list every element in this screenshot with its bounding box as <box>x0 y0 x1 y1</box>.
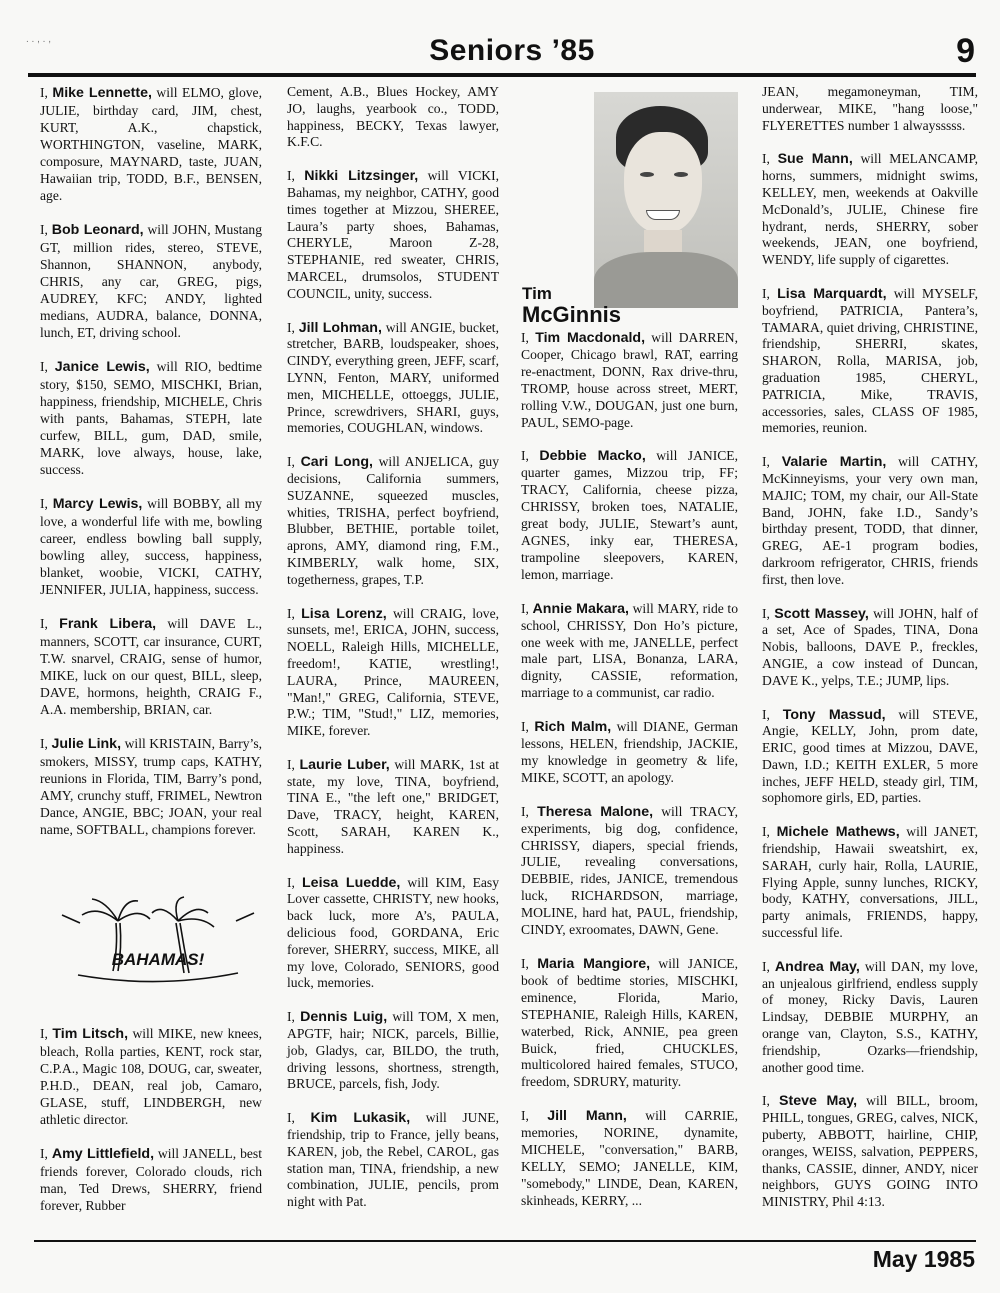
senior-entry: I, Cari Long, will ANJELICA, guy decisions, California summers, SUZANNE, squeezed muscles, whities, TRISHA, perfect boyfriend, Blubber, BETHIE, portable toilet, aprons, AMY, diamond ring, F.M., KIMBERLY, walk home, SIX, togetherness, grapes, T.P. <box>287 454 499 587</box>
photo-caption-last: McGinnis <box>522 302 622 327</box>
entry-text: will BILL, broom, PHILL, tongues, GREG, calves, NICK, puberty, ABBOTT, hairline, CHIP, oranges, WEISS, salvation, PEPPERS, thanks, CASSIE, dinner, ANDY, nicer neighbors, GUYS GOING INTO MINISTRY, Phil 4:13. <box>762 1093 978 1210</box>
senior-photo-block <box>522 88 738 327</box>
senior-name: Frank Libera, <box>59 616 157 632</box>
senior-entry: I, Laurie Luber, will MARK, 1st at state, my love, TINA, boyfriend, TINA E., "the left one," BRIDGET, Dave, TRACY, height, KAREN, Scott, SARAH, KAREN K., happiness. <box>287 756 499 856</box>
senior-entry: I, Jill Mann, will CARRIE, memories, NORINE, dynamite, MICHELE, "conversation," BARB, KELLY, SEMO; JANELLE, KIM, "somebody," LINDE, Dean, KAREN, skinheads, KERRY, ... <box>521 1108 738 1208</box>
entry-text: will MARY, ride to school, CHRISSY, Don Ho’s picture, one week with me, JANELLE, perfect male part, LISA, Bonanza, LARA, dignity, CASSIE, reformation, marriage to a communist, car radio. <box>521 600 738 701</box>
senior-entry: I, Theresa Malone, will TRACY, experiments, big dog, confidence, CHRISSY, diapers, special friends, JULIE, revealing conversations, DEBBIE, rides, JANICE, tremendous luck, RICHARDSON, marriage, MOLINE, hard hat, PAUL, friendship, CINDY, exroomates, DAWN, Gene. <box>521 803 738 938</box>
senior-name: Kim Lukasik, <box>310 1110 411 1127</box>
senior-name: Valarie Martin, <box>781 454 887 471</box>
senior-name: Mike Lennette, <box>52 85 152 101</box>
senior-name: Andrea May, <box>774 958 860 975</box>
senior-name: Debbie Macko, <box>539 448 646 465</box>
senior-name: Cari Long, <box>300 454 373 471</box>
senior-entry: I, Tim Macdonald, will DARREN, Cooper, Chicago brawl, RAT, earring re-enactment, DONN, Rax drive-thru, TROMP, house across street, MERT, rolling V.W., DOUGAN, just one burn, PAUL, SEMO-page. <box>521 330 738 430</box>
senior-name: Leisa Luedde, <box>302 874 401 891</box>
senior-entry: I, Dennis Luig, will TOM, X men, APGTF, hair; NICK, parcels, Billie, job, Gladys, car, BILDO, the truth, driving lessons, shortness, strength, BRUCE, parcels, fish, Jody. <box>287 1009 499 1092</box>
entry-text: will DIANE, German lessons, HELEN, friendship, JACKIE, my knowledge in geometry & life, MIKE, SCOTT, an apology. <box>521 719 738 785</box>
senior-name: Bob Leonard, <box>51 222 144 238</box>
senior-name: Tim Litsch, <box>52 1026 129 1042</box>
portrait-smile <box>646 210 680 220</box>
senior-entry: I, Tony Massud, will STEVE, Angie, KELLY, John, prom date, ERIC, good times at Mizzou, DAVE, Dawn, I.D.; KEITH EXLER, 5 more inches, JEFF HELD, steady girl, TIM, sophomore girls, ED, parties. <box>762 706 979 806</box>
senior-name: Jill Mann, <box>547 1108 627 1125</box>
senior-entry: I, Kim Lukasik, will JUNE, friendship, trip to France, jelly beans, KAREN, job, the Rebel, CAROL, gas station man, TINA, friendship, a new combination, JULIE, pencils, prom night with Pat. <box>287 1110 499 1210</box>
senior-entry: I, Annie Makara, will MARY, ride to school, CHRISSY, Don Ho’s picture, one week with me, JANELLE, perfect male part, LISA, Bonanza, LARA, dignity, CASSIE, reformation, marriage to a communist, car radio. <box>521 600 738 701</box>
senior-entry: I, Nikki Litzsinger, will VICKI, Bahamas, my neighbor, CATHY, good times together at Mizzou, SHEREE, Laura’s party shoes, Bahamas, CHERYLE, Maroon Z-28, STEPHANIE, red sweater, CHRIS, MARCEL, drumsolos, STUDENT COUNCIL, unity, success. <box>287 168 500 301</box>
entry-text: will ELMO, glove, JULIE, birthday card, JIM, chest, KURT, A.K., chapstick, WORTHINGTON, vaseline, MARK, composure, MAYNARD, taste, JUAN, Hawaiian trip, TODD, B.F., BENSEN, age. <box>40 85 262 203</box>
senior-name: Lisa Lorenz, <box>301 605 387 622</box>
senior-entry: I, Julie Link, will KRISTAIN, Barry’s, smokers, MISSY, trump caps, KATHY, reunions in Florida, TIM, Barry’s pond, AMY, crunchy stuff, FRIMEL, Newtron Dance, ANGIE, BBC; JOAN, your real name, SOFTBALL, champions forever. <box>40 736 263 837</box>
senior-entry: I, Lisa Marquardt, will MYSELF, boyfriend, PATRICIA, Pantera’s, TAMARA, quiet driving, CHRISTINE, friendship, SHERRI, skates, SHARON, Rolla, MARISA, job, graduation 1985, CHERYL, PATRICIA, Mike, TRAVIS, accessories, sales, CLASS OF 1985, memories, reunion. <box>762 285 978 436</box>
senior-name: Steve May, <box>779 1093 858 1110</box>
senior-portrait <box>594 92 738 308</box>
entry-text: will DAN, my love, an unjealous girlfriend, endless supply of money, Ricky Davis, Lauren Lindsay, DEBBIE MURPHY, an orange van, Clayton, S.S., KATHY, friendship, Ozarks—friendship, another good time. <box>762 958 978 1075</box>
entry-text: will KRISTAIN, Barry’s, smokers, MISSY, trump caps, KATHY, reunions in Florida, TIM, Barry’s pond, AMY, crunchy stuff, FRIMEL, Newtron Dance, ANGIE, BBC; JOAN, your real name, SOFTBALL, champions forever. <box>40 736 263 837</box>
senior-entry: I, Lisa Lorenz, will CRAIG, love, sunsets, me!, ERICA, JOHN, success, NOELL, Raleigh Hills, MICHELLE, freedom!, KATIE, wrestling!, LAURA, Prince, MAUREEN, "Man!," GREG, California, STEVE, P.W.; TIM, "Stud!," LIZ, memories, MIKE, forever. <box>287 605 500 739</box>
bahamas-palm-drawing <box>58 893 258 993</box>
entry-text: will JANICE, book of bedtime stories, MISCHKI, eminence, Florida, Mario, STEPHANIE, Raleigh Hills, KAREN, waterbed, Rick, ANNIE, pea green Buick, fried, CHUCKLES, multicolored haired females, STUCO, freedom, SDRURY, maturity. <box>521 956 739 1090</box>
entry-text: will TRACY, experiments, big dog, confidence, CHRISSY, diapers, special friends, JULIE, revealing conversations, DEBBIE, rides, JANICE, tremendous luck, RICHARDSON, marriage, MOLINE, hard hat, PAUL, friendship, CINDY, exroomates, DAWN, Gene. <box>521 803 738 938</box>
entry-text: will ANGIE, bucket, stretcher, BARB, loudspeaker, shoes, CINDY, everything green, JEFF, scarf, LYNN, Fenton, MARY, uniformed men, MICHELLE, ottoeggs, JULIE, Prince, screwdrivers, SHARI, guys, memories, COUGHLAN, windows. <box>287 319 499 436</box>
senior-name: Laurie Luber, <box>299 756 390 773</box>
senior-name: Julie Link, <box>51 736 122 752</box>
photo-caption-first: Tim <box>522 284 552 303</box>
senior-entry: I, Bob Leonard, will JOHN, Mustang GT, million rides, stereo, STEVE, Shannon, SHANNON, anybody, CHRIS, any car, GREG, pigs, AUDREY, KFC; ANDY, lighted medians, AUDRA, balance, DONNA, lunch, ET, driving school. <box>40 222 263 340</box>
senior-name: Nikki Litzsinger, <box>304 168 419 185</box>
senior-entry <box>762 84 978 134</box>
senior-name: Tim Macdonald, <box>535 330 646 346</box>
senior-entry: I, Mike Lennette, will ELMO, glove, JULIE, birthday card, JIM, chest, KURT, A.K., chapstick, WORTHINGTON, vaseline, MARK, composure, MAYNARD, taste, JUAN, Hawaiian trip, TODD, B.F., BENSEN, age. <box>40 85 262 203</box>
senior-name: Maria Mangiore, <box>537 956 651 972</box>
senior-entry: I, Tim Litsch, will MIKE, new knees, bleach, Rolla parties, KENT, rock star, C.P.A., Magic 108, DOUG, car, sweater, P.H.D., DEAN, real job, Camaro, GLASE, stuff, LINDBERGH, new athletic director. <box>40 1026 262 1127</box>
senior-name: Sue Mann, <box>777 151 853 168</box>
senior-name: Annie Makara, <box>532 600 629 617</box>
entry-text: will CARRIE, memories, NORINE, dynamite, MICHELE, "conversation," BARB, KELLY, SEMO; JANELLE, KIM, "somebody," LINDE, Dean, KAREN, skinheads, KERRY, ... <box>521 1108 738 1208</box>
entry-text: will RIO, bedtime story, $150, SEMO, MISCHKI, Brian, happiness, friendship, MICHELE, Chris with pants, Bahamas, STEPH, late curfew, BILL, gum, DAD, smile, MARK, love always, house, lake, success. <box>40 359 263 477</box>
entry-text: will STEVE, Angie, KELLY, John, prom date, ERIC, good times at Mizzou, DAVE, Dawn, I.D.; KEITH EXLER, 5 more inches, JEFF HELD, steady girl, TIM, sophomore girls, ED, parties. <box>762 706 979 806</box>
entry-text: will DARREN, Cooper, Chicago brawl, RAT, earring re-enactment, DONN, Rax drive-thru, TROMP, house across street, MERT, rolling V.W., DOUGAN, just one burn, PAUL, SEMO-page. <box>521 330 738 430</box>
senior-name: Tony Massud, <box>782 706 886 723</box>
drawing-label: BAHAMAS! <box>111 950 205 969</box>
entry-text: will MYSELF, boyfriend, PATRICIA, Pantera’s, TAMARA, quiet driving, CHRISTINE, friendship, SHERRI, skates, SHARON, Rolla, MARISA, job, graduation 1985, CHERYL, PATRICIA, Mike, TRAVIS, accessories, sales, CLASS OF 1985, memories, reunion. <box>762 285 978 436</box>
header-rule <box>28 73 976 77</box>
senior-name: Amy Littlefield, <box>51 1146 155 1162</box>
senior-entry: I, Jill Lohman, will ANGIE, bucket, stretcher, BARB, loudspeaker, shoes, CINDY, everything green, JEFF, scarf, LYNN, Fenton, MARY, uniformed men, MICHELLE, ottoeggs, JULIE, Prince, screwdrivers, SHARI, guys, memories, COUGHLAN, windows. <box>287 319 499 436</box>
senior-entry: I, Valarie Martin, will CATHY, McKinneyisms, your very own man, MAJIC; TOM, my chair, our All-State Band, JOHN, fake I.D., Sandy’s birthday present, TODD, that dinner, GREG, AE-1 program bodies, darkroom refrigerator, CHRIS, friends first, then love. <box>762 454 979 587</box>
entry-text: will CRAIG, love, sunsets, me!, ERICA, JOHN, success, NOELL, Raleigh Hills, MICHELLE, freedom!, KATIE, wrestling!, LAURA, Prince, MAUREEN, "Man!," GREG, California, STEVE, P.W.; TIM, "Stud!," LIZ, memories, MIKE, forever. <box>287 605 500 739</box>
entry-text: will TOM, X men, APGTF, hair; NICK, parcels, Billie, job, Gladys, car, BILDO, the truth, driving lessons, shortness, strength, BRUCE, parcels, fish, Jody. <box>287 1009 499 1092</box>
entry-text: will JOHN, Mustang GT, million rides, stereo, STEVE, Shannon, SHANNON, anybody, CHRIS, any car, GREG, pigs, AUDREY, KFC; ANDY, lighted medians, AUDRA, balance, DONNA, lunch, ET, driving school. <box>40 222 263 340</box>
column-3 <box>521 330 738 1227</box>
page-title: Seniors ’85 <box>429 34 595 67</box>
senior-entry: I, Frank Libera, will DAVE L., manners, SCOTT, car insurance, CURT, T.W. snarvel, CRAIG, sense of humor, MIKE, luck on our quest, BILL, sleep, DAVE, hormons, heighth, CRAIG F., A.A. membership, BRIAN, car. <box>40 616 263 717</box>
senior-name: Janice Lewis, <box>54 359 150 375</box>
entry-text: will JOHN, half of a set, Ace of Spades, TINA, Dona Nobis, balloons, DAVE P., freckles, ANGIE, a cow instead of Duncan, DAVE K., yelps, T.E.; JUMP, lips. <box>762 605 978 688</box>
senior-entry: I, Amy Littlefield, will JANELL, best friends forever, Colorado clouds, rich man, Ted Drews, SHERRY, friend forever, Rubber <box>40 1146 262 1213</box>
senior-entry: I, Sue Mann, will MELANCAMP, horns, summers, midnight swims, KELLEY, men, weekends at Oakville McDonald’s, JULIE, Chinese fire hydrant, nerds, SHERRY, sober weekends, JEAN, one boyfriend, WENDY, life supply of cigarettes. <box>762 151 978 268</box>
entry-text: will ANJELICA, guy decisions, California summers, SUZANNE, squeezed muscles, whities, TRISHA, perfect boyfriend, Blubber, BETHIE, portable toilet, aprons, AMY, diamond ring, F.M., KIMBERLY, walk home, SIX, togetherness, grapes, T.P. <box>287 454 499 587</box>
entry-text: JEAN, megamoneyman, TIM, underwear, MIKE, "hang loose," FLYERETTES number 1 alwaysssss. <box>762 84 978 133</box>
column-1 <box>40 84 262 1231</box>
entry-text: will JUNE, friendship, trip to France, jelly beans, KAREN, job, the Rebel, CAROL, gas station man, TINA, friendship, a new combination, JULIE, pencils, prom night with Pat. <box>287 1110 499 1210</box>
entry-text: will JANELL, best friends forever, Colorado clouds, rich man, Ted Drews, SHERRY, friend forever, Rubber <box>40 1146 262 1213</box>
senior-name: Scott Massey, <box>774 605 869 622</box>
entry-text: will MELANCAMP, horns, summers, midnight swims, KELLEY, men, weekends at Oakville McDonald’s, JULIE, Chinese fire hydrant, nerds, SHERRY, sober weekends, JEAN, one boyfriend, WENDY, life supply of cigarettes. <box>762 151 978 268</box>
portrait-shirt <box>594 252 738 308</box>
senior-entry: I, Janice Lewis, will RIO, bedtime story, $150, SEMO, MISCHKI, Brian, happiness, friendship, MICHELE, Chris with pants, Bahamas, STEPH, late curfew, BILL, gum, DAD, smile, MARK, love always, house, lake, success. <box>40 359 263 477</box>
entry-text: will JANICE, quarter games, Mizzou trip, FF; TRACY, California, cheese pizza, CHRISSY, broken toes, NATALIE, great body, JULIE, Stewart’s aunt, AGNES, inky ear, THERESA, trampoline sleepovers, KAREN, lemon, marriage. <box>521 448 739 582</box>
senior-entry <box>287 84 499 151</box>
senior-name: Lisa Marquardt, <box>777 285 887 302</box>
portrait-eye <box>674 172 688 177</box>
margin-marks: . . , . , <box>26 34 52 45</box>
entry-text: will VICKI, Bahamas, my neighbor, CATHY, good times together at Mizzou, SHEREE, Laura’s party shoes, Bahamas, CHERYLE, Maroon Z-28, STEPHANIE, red sweater, CHRIS, MARCEL, drumsolos, STUDENT COUNCIL, unity, success. <box>287 168 500 301</box>
senior-entry: I, Maria Mangiore, will JANICE, book of bedtime stories, MISCHKI, eminence, Florida, Mario, STEPHANIE, Raleigh Hills, KAREN, waterbed, Rick, ANNIE, pea green Buick, fried, CHUCKLES, multicolored haired females, STUCO, freedom, SDRURY, maturity. <box>521 956 739 1090</box>
issue-date: May 1985 <box>872 1246 975 1272</box>
senior-name: Rich Malm, <box>534 719 612 736</box>
senior-entry: I, Michele Mathews, will JANET, friendship, Hawaii sweatshirt, ex, SARAH, curly hair, Rolla, LAURIE, Flying Apple, sunny lunches, RICKY, body, KATHY, conversations, JILL, party animals, FRIENDS, happy, successful life. <box>762 824 978 941</box>
senior-name: Dennis Luig, <box>300 1009 388 1026</box>
entry-text: will MIKE, new knees, bleach, Rolla parties, KENT, rock star, C.P.A., Magic 108, DOUG, car, sweater, P.H.D., DEAN, real job, Camaro, GLASE, stuff, LINDBERGH, new athletic director. <box>40 1026 262 1127</box>
entry-text: Cement, A.B., Blues Hockey, AMY JO, laughs, yearbook co., TODD, happiness, BECKY, Texas lawyer, K.F.C. <box>287 84 499 150</box>
senior-entry: I, Rich Malm, will DIANE, German lessons, HELEN, friendship, JACKIE, my knowledge in geometry & life, MIKE, SCOTT, an apology. <box>521 719 738 785</box>
entry-text: will DAVE L., manners, SCOTT, car insurance, CURT, T.W. snarvel, CRAIG, sense of humor, MIKE, luck on our quest, BILL, sleep, DAVE, hormons, heighth, CRAIG F., A.A. membership, BRIAN, car. <box>40 616 263 717</box>
senior-entry: I, Marcy Lewis, will BOBBY, all my love, a wonderful life with me, bowling career, endless bowling ball supply, bowling alley, success, happiness, blanket, woobie, VICKI, CATHY, JENNIFER, JULIA, happiness, success. <box>40 496 262 597</box>
entry-text: will BOBBY, all my love, a wonderful life with me, bowling career, endless bowling ball supply, bowling alley, success, happiness, blanket, woobie, VICKI, CATHY, JENNIFER, JULIA, happiness, success. <box>40 496 262 597</box>
page-number: 9 <box>956 32 975 70</box>
senior-entry: I, Andrea May, will DAN, my love, an unjealous girlfriend, endless supply of money, Ricky Davis, Lauren Lindsay, DEBBIE MURPHY, an orange van, Clayton, S.S., KATHY, friendship, Ozarks—friendship, another good time. <box>762 958 978 1075</box>
footer-rule <box>34 1240 976 1242</box>
column-2 <box>287 84 499 1228</box>
senior-entry: I, Scott Massey, will JOHN, half of a set, Ace of Spades, TINA, Dona Nobis, balloons, DAVE P., freckles, ANGIE, a cow instead of Duncan, DAVE K., yelps, T.E.; JUMP, lips. <box>762 605 978 688</box>
entry-text: will CATHY, McKinneyisms, your very own man, MAJIC; TOM, my chair, our All-State Band, JOHN, fake I.D., Sandy’s birthday present, TODD, that dinner, GREG, AE-1 program bodies, darkroom refrigerator, CHRIS, friends first, then love. <box>762 454 979 587</box>
senior-name: Jill Lohman, <box>298 319 382 336</box>
senior-entry: I, Steve May, will BILL, broom, PHILL, tongues, GREG, calves, NICK, puberty, ABBOTT, hairline, CHIP, oranges, WEISS, salvation, PEPPERS, thanks, CASSIE, dinner, ANDY, nicer neighbors, GUYS GOING INTO MINISTRY, Phil 4:13. <box>762 1093 978 1210</box>
entry-text: will KIM, Easy Lover cassette, CHRISTY, new hooks, back luck, more A’s, PAULA, delicious food, GORDANA, Eric forever, SHERRY, success, MIKE, all my love, Colorado, SENIORS, good luck, memories. <box>287 874 500 991</box>
entry-text: will JANET, friendship, Hawaii sweatshirt, ex, SARAH, curly hair, Rolla, LAURIE, Flying Apple, sunny lunches, RICKY, body, KATHY, conversations, JILL, party animals, FRIENDS, happy, successful life. <box>762 824 978 941</box>
senior-name: Michele Mathews, <box>776 824 900 841</box>
senior-name: Theresa Malone, <box>537 803 654 820</box>
senior-entry: I, Debbie Macko, will JANICE, quarter games, Mizzou trip, FF; TRACY, California, cheese pizza, CHRISSY, broken toes, NATALIE, great body, JULIE, Stewart’s aunt, AGNES, inky ear, THERESA, trampoline sleepovers, KAREN, lemon, marriage. <box>521 448 739 582</box>
portrait-eye <box>640 172 654 177</box>
column-4 <box>762 84 978 1228</box>
senior-name: Marcy Lewis, <box>52 496 143 512</box>
senior-entry: I, Leisa Luedde, will KIM, Easy Lover cassette, CHRISTY, new hooks, back luck, more A’s, PAULA, delicious food, GORDANA, Eric forever, SHERRY, success, MIKE, all my love, Colorado, SENIORS, good luck, memories. <box>287 874 500 991</box>
entry-text: will MARK, 1st at state, my love, TINA, boyfriend, TINA E., "the left one," BRIDGET, Dave, TRACY, height, KAREN, Scott, SARAH, KAREN K., happiness. <box>287 756 499 856</box>
